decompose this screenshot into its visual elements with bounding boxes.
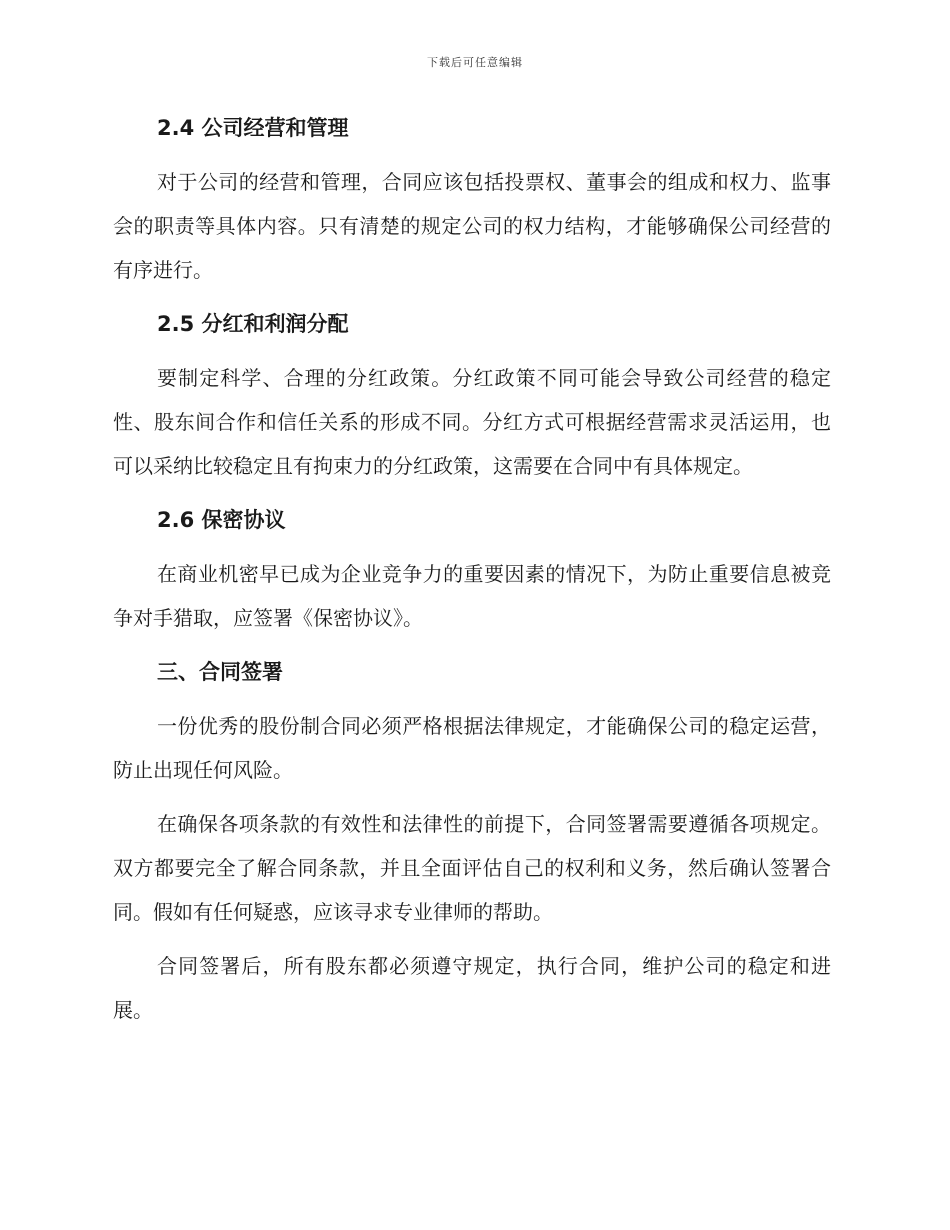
paragraph: 在商业机密早已成为企业竞争力的重要因素的情况下，为防止重要信息被竞争对手猎取，应签署《保密协议》。	[113, 562, 831, 630]
paragraph: 一份优秀的股份制合同必须严格根据法律规定，才能确保公司的稳定运营，防止出现任何风险。	[113, 714, 831, 782]
paragraph: 合同签署后，所有股东都必须遵守规定，执行合同，维护公司的稳定和进展。	[113, 954, 831, 1022]
section-2-5	[113, 302, 831, 488]
section-heading: 2.6 保密协议	[157, 508, 286, 532]
paragraph: 在确保各项条款的有效性和法律性的前提下，合同签署需要遵循各项规定。双方都要完全了解合同条款，并且全面评估自己的权利和义务，然后确认签署合同。假如有任何疑惑，应该寻求专业律师的帮助。	[113, 812, 831, 924]
paragraph: 要制定科学、合理的分红政策。分红政策不同可能会导致公司经营的稳定性、股东间合作和信任关系的形成不同。分红方式可根据经营需求灵活运用，也可以采纳比较稳定且有拘束力的分红政策，这需要在合同中有具体规定。	[113, 366, 831, 478]
page-header-note: 下载后可任意编辑	[427, 56, 523, 69]
document-body	[113, 106, 831, 1032]
section-heading: 2.5 分红和利润分配	[157, 312, 349, 336]
section-3	[113, 650, 831, 1032]
paragraph: 对于公司的经营和管理，合同应该包括投票权、董事会的组成和权力、监事会的职责等具体内容。只有清楚的规定公司的权力结构，才能够确保公司经营的有序进行。	[113, 170, 831, 282]
section-2-4	[113, 106, 831, 292]
section-heading: 三、合同签署	[157, 660, 283, 684]
section-heading: 2.4 公司经营和管理	[157, 116, 349, 140]
section-2-6	[113, 498, 831, 640]
